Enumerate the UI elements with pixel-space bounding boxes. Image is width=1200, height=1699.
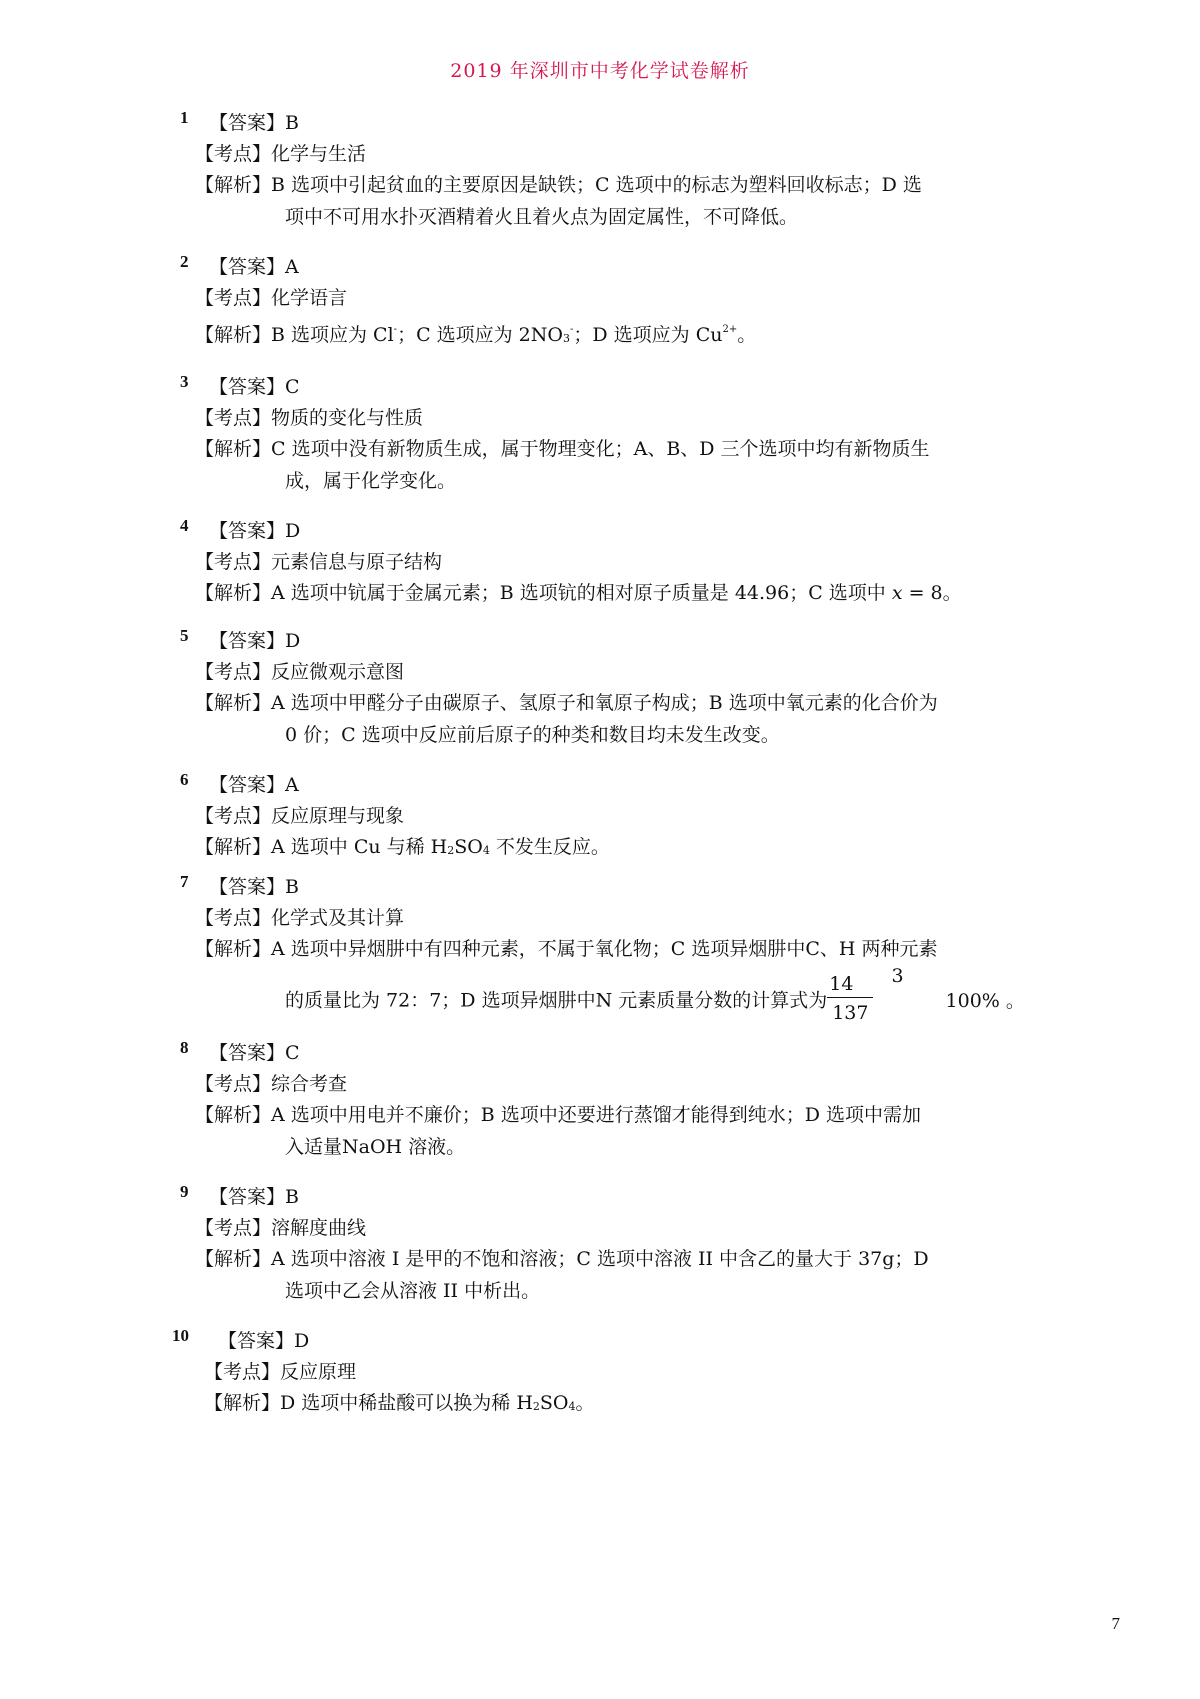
analysis-line: 【解析】A 选项中用电并不廉价；B 选项中还要进行蒸馏才能得到纯水；D 选项中需加 bbox=[195, 1104, 922, 1126]
answer-line: 【答案】D bbox=[218, 1330, 310, 1352]
answer-value: B bbox=[285, 112, 299, 134]
point-line: 【考点】溶解度曲线 bbox=[195, 1217, 367, 1239]
question-number: 9 bbox=[180, 1182, 189, 1201]
analysis-line-2: 项中不可用水扑灭酒精着火且着火点为固定属性，不可降低。 bbox=[285, 206, 799, 228]
answer-line: 【答案】A bbox=[209, 774, 299, 796]
point-line: 【考点】反应微观示意图 bbox=[195, 661, 405, 683]
analysis-line: 【解析】A 选项中甲醛分子由碳原子、氢原子和氧原子构成；B 选项中氧元素的化合价为 bbox=[195, 692, 938, 714]
question-number: 7 bbox=[180, 872, 189, 891]
analysis-line-2: 成，属于化学变化。 bbox=[285, 470, 457, 492]
analysis-line-2: 选项中乙会从溶液 II 中析出。 bbox=[285, 1280, 541, 1302]
point-line: 【考点】化学与生活 bbox=[195, 143, 367, 165]
fraction-denominator: 137 bbox=[832, 1001, 869, 1024]
question-number: 8 bbox=[180, 1038, 189, 1057]
analysis-line: 【解析】B 选项中引起贫血的主要原因是缺铁；C 选项中的标志为塑料回收标志；D 选 bbox=[195, 174, 922, 196]
answer-value: B bbox=[285, 876, 299, 898]
analysis-line: 【解析】A 选项中溶液 I 是甲的不饱和溶液；C 选项中溶液 II 中含乙的量大于 37g；D bbox=[195, 1248, 929, 1270]
fraction bbox=[827, 971, 873, 1028]
question-number: 10 bbox=[172, 1326, 189, 1345]
document-title: 2019 年深圳市中考化学试卷解析 bbox=[450, 60, 750, 82]
page-number: 7 bbox=[1111, 1614, 1120, 1633]
answer-value: A bbox=[285, 774, 299, 796]
point-line: 【考点】元素信息与原子结构 bbox=[195, 551, 443, 573]
point-line: 【考点】反应原理 bbox=[204, 1361, 357, 1383]
analysis-line: 【解析】A 选项中 Cu 与稀 $H_2SO_4$ 不发生反应。 bbox=[195, 836, 610, 858]
answer-line: 【答案】D bbox=[209, 630, 301, 652]
answer-line: 【答案】B bbox=[209, 876, 299, 898]
question-number: 5 bbox=[180, 626, 189, 645]
answer-line: 【答案】C bbox=[209, 1042, 300, 1064]
answer-value: C bbox=[285, 1042, 300, 1064]
answer-value: C bbox=[285, 376, 300, 398]
answer-line: 【答案】C bbox=[209, 376, 300, 398]
point-line: 【考点】反应原理与现象 bbox=[195, 805, 405, 827]
answer-line: 【答案】B bbox=[209, 112, 299, 134]
answer-line: 【答案】A bbox=[209, 256, 299, 278]
analysis-line: 【解析】A 选项中异烟肼中有四种元素，不属于氧化物；C 选项异烟肼中C、H 两种元素 bbox=[195, 938, 938, 960]
question-number: 2 bbox=[180, 252, 189, 271]
analysis-line: 【解析】C 选项中没有新物质生成，属于物理变化；A、B、D 三个选项中均有新物质生 bbox=[195, 438, 930, 460]
point-line: 【考点】物质的变化与性质 bbox=[195, 407, 424, 429]
point-line: 【考点】综合考查 bbox=[195, 1073, 348, 1095]
question-number: 6 bbox=[180, 770, 189, 789]
answer-value: A bbox=[285, 256, 299, 278]
question-number: 4 bbox=[180, 516, 189, 535]
analysis-line-2: 0 价；C 选项中反应前后原子的种类和数目均未发生改变。 bbox=[285, 724, 780, 746]
answer-value: D bbox=[285, 520, 301, 542]
point-line: 【考点】化学式及其计算 bbox=[195, 907, 405, 929]
fraction-numerator: 14 bbox=[827, 971, 873, 998]
question-number: 3 bbox=[180, 372, 189, 391]
answer-value: D bbox=[285, 630, 301, 652]
answer-line: 【答案】D bbox=[209, 520, 301, 542]
answer-line: 【答案】B bbox=[209, 1186, 299, 1208]
answer-value: D bbox=[294, 1330, 310, 1352]
analysis-line: 【解析】B 选项应为 Cl-；C 选项应为 $2NO_3^-$；D 选项应为 $Cu^{2+}$。 bbox=[195, 324, 757, 346]
multiplier: 3 bbox=[891, 965, 904, 987]
question-number: 1 bbox=[180, 108, 189, 127]
point-line: 【考点】化学语言 bbox=[195, 287, 348, 309]
analysis-line-2: 的质量比为 72：7；D 选项异烟肼中N 元素质量分数的计算式为 $\frac{14}{137}$ 3100% 。 bbox=[285, 965, 1025, 1025]
answer-value: B bbox=[285, 1186, 299, 1208]
analysis-line-2: 入适量NaOH 溶液。 bbox=[285, 1136, 466, 1158]
analysis-line: 【解析】D 选项中稀盐酸可以换为稀 $H_2SO_4$。 bbox=[204, 1392, 595, 1414]
analysis-line: 【解析】A 选项中钪属于金属元素；B 选项钪的相对原子质量是 44.96；C 选项中 x = 8。 bbox=[195, 582, 962, 604]
